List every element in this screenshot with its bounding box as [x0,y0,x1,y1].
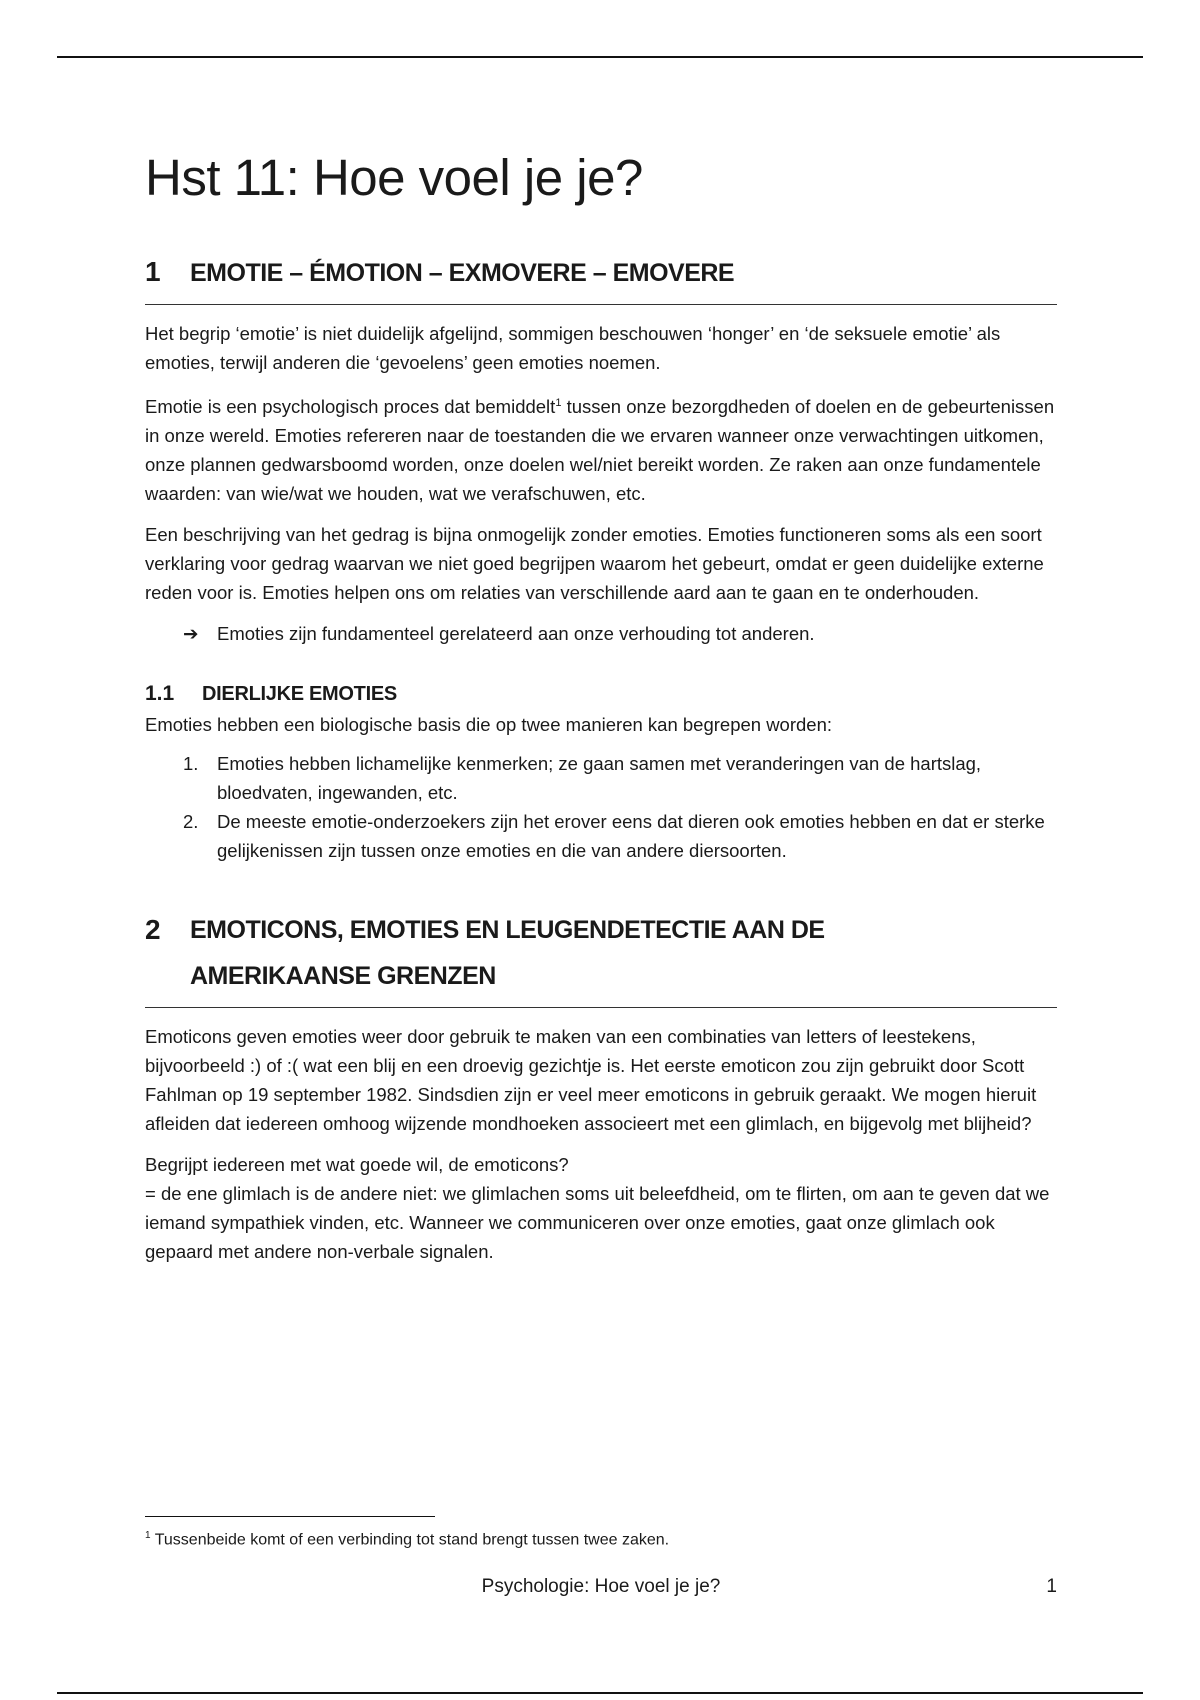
subsection-number: 1.1 [145,682,175,706]
footer-rule [57,1692,1143,1694]
paragraph: Emoties hebben een biologische basis die op twee manieren kan begrepen worden: [145,714,833,736]
list-item-text: De meeste emotie-onderzoekers zijn het erover eens dat dieren ook emoties hebben en dat er sterke gelijkenissen zijn tussen onze emoties en die van andere diersoorten. [217,811,1045,862]
section-title: EMOTIE – ÉMOTION – EXMOVERE – EMOVERE [190,259,735,288]
paragraph: Emoticons geven emoties weer door gebruik te maken van een combinaties van letters of leestekens, bijvoorbeeld :) of :( wat een blij en een droevig gezichtje is. Het eerste emoticon zou zijn gebruikt door Scott Fahlman op 19 september 1982. Sindsdien zijn er veel meer emoticons in gebruik geraakt. We mogen hieruit afleiden dat iedereen omhoog wijzende mondhoeken associeert met een glimlach, en bijgevolg met blijheid? [145,1026,1037,1135]
section-heading-1 [145,250,1057,305]
list-number: 1. [183,753,199,775]
footnote-separator [145,1516,435,1517]
arrow-bullet [145,619,1057,648]
footnote-text: Tussenbeide komt of een verbinding tot stand brengt tussen twee zaken. [150,1531,670,1549]
section-title: EMOTICONS, EMOTIES EN LEUGENDETECTIE AAN DE AMERIKAANSE GRENZEN [190,916,825,991]
list-number: 2. [183,811,199,833]
paragraph: Het begrip ‘emotie’ is niet duidelijk afgelijnd, sommigen beschouwen ‘honger’ en ‘de seksuele emotie’ als emoties, terwijl anderen die ‘gevoelens’ geen emoties noemen. [145,323,1001,374]
page-content [145,150,1057,1278]
page-title: Hst 11: Hoe voel je je? [145,149,643,206]
section-number: 1 [145,256,161,288]
page-footer [145,1576,1057,1604]
paragraph: Emotie is een psychologisch proces dat bemiddelt$^1$ tussen onze bezorgdheden of doelen en de gebeurtenissen in onze wereld. Emoties refereren naar de toestanden die we ervaren wanneer onze verwachtingen uitkomen, onze plannen gedwarsboomd worden, onze doelen wel/niet bereikt worden. Ze raken aan onze fundamentele waarden: van wie/wat we houden, wat we verafschuwen, etc. [145,396,1055,505]
page-number: 1 [1046,1576,1057,1597]
subsection-title: DIERLIJKE EMOTIES [202,683,397,706]
footnote-marker: 1 [145,1530,151,1541]
header-rule [57,56,1143,58]
section-heading-2 [145,907,1057,1008]
numbered-list [145,749,1057,865]
paragraph: Een beschrijving van het gedrag is bijna onmogelijk zonder emoties. Emoties functioneren soms als een soort verklaring voor gedrag waarvan we niet goed begrijpen waarom het gebeurt, omdat er geen duidelijke externe reden voor is. Emoties helpen ons om relaties van verschillende aard aan te gaan en te onderhouden. [145,524,1044,604]
footer-title: Psychologie: Hoe voel je je? [481,1576,721,1597]
list-item-text: Emoties hebben lichamelijke kenmerken; ze gaan samen met veranderingen van de hartslag, bloedvaten, ingewanden, etc. [217,753,982,804]
footnote-reference[interactable]: 1 [555,397,562,410]
section-number: 2 [145,914,161,946]
arrow-right-icon: ➔ [183,623,199,645]
footnote [145,1530,669,1549]
list-item [145,749,1057,807]
subsection-heading-1-1 [145,682,1057,706]
arrow-bullet-text: Emoties zijn fundamenteel gerelateerd aan onze verhouding tot anderen. [217,623,815,645]
paragraph: Begrijpt iedereen met wat goede wil, de emoticons? = de ene glimlach is de andere niet: we glimlachen soms uit beleefdheid, om te flirten, om aan te geven dat we iemand sympathiek vinden, etc. Wanneer we communiceren over onze emoties, gaat onze glimlach ook gepaard met andere non-verbale signalen. [145,1154,1050,1263]
list-item [145,807,1057,865]
